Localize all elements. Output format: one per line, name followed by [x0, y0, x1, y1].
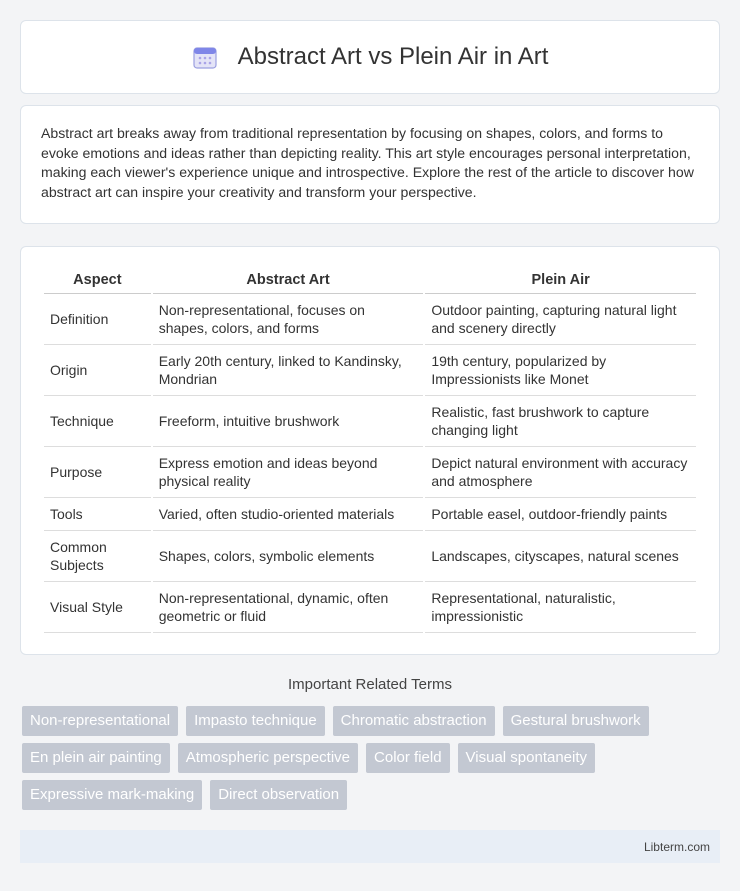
row-aspect: Purpose — [44, 447, 151, 498]
row-plein-air: Landscapes, cityscapes, natural scenes — [425, 531, 696, 582]
header-abstract-art: Abstract Art — [153, 267, 424, 294]
row-abstract: Shapes, colors, symbolic elements — [153, 531, 424, 582]
row-plein-air: Depict natural environment with accuracy and atmosphere — [425, 447, 696, 498]
related-term-chip[interactable]: Expressive mark-making — [22, 780, 202, 810]
related-terms-list — [22, 706, 720, 817]
table-header-row — [44, 267, 696, 294]
row-aspect: Definition — [44, 294, 151, 345]
table-row — [44, 531, 696, 582]
intro-text: Abstract art breaks away from traditional representation by focusing on shapes, colors, and forms to evoke emotions and ideas rather than depicting reality. This art style encourages personal interpretation, making each viewer's experience unique and introspective. Explore the rest of the article to discover how abstract art can inspire your creativity and transform your perspective. — [41, 125, 694, 200]
row-abstract: Express emotion and ideas beyond physical reality — [153, 447, 424, 498]
comparison-card — [20, 246, 720, 655]
header-card — [20, 20, 720, 94]
related-term-chip[interactable]: Gestural brushwork — [503, 706, 649, 736]
row-plein-air: Outdoor painting, capturing natural light and scenery directly — [425, 294, 696, 345]
related-term-chip[interactable]: Atmospheric perspective — [178, 743, 358, 773]
row-abstract: Non-representational, focuses on shapes, colors, and forms — [153, 294, 424, 345]
row-aspect: Tools — [44, 498, 151, 531]
table-row — [44, 345, 696, 396]
calendar-icon — [192, 44, 218, 70]
table-row — [44, 447, 696, 498]
row-plein-air: 19th century, popularized by Impressionists like Monet — [425, 345, 696, 396]
comparison-table — [42, 267, 698, 633]
row-plein-air: Portable easel, outdoor-friendly paints — [425, 498, 696, 531]
row-aspect: Common Subjects — [44, 531, 151, 582]
table-row — [44, 582, 696, 633]
related-term-chip[interactable]: En plein air painting — [22, 743, 170, 773]
related-term-chip[interactable]: Color field — [366, 743, 450, 773]
related-term-chip[interactable]: Chromatic abstraction — [333, 706, 495, 736]
table-row — [44, 498, 696, 531]
footer-link[interactable]: Libterm.com — [643, 839, 710, 854]
intro-card — [20, 105, 720, 224]
header-aspect: Aspect — [44, 267, 151, 294]
page-title: Abstract Art vs Plein Air in Art — [237, 43, 549, 70]
row-abstract: Early 20th century, linked to Kandinsky, Mondrian — [153, 345, 424, 396]
footer — [20, 830, 720, 863]
row-abstract: Varied, often studio-oriented materials — [153, 498, 424, 531]
related-term-chip[interactable]: Impasto technique — [186, 706, 325, 736]
row-aspect: Origin — [44, 345, 151, 396]
row-aspect: Visual Style — [44, 582, 151, 633]
related-term-chip[interactable]: Direct observation — [210, 780, 347, 810]
row-plein-air: Realistic, fast brushwork to capture changing light — [425, 396, 696, 447]
related-terms-title: Important Related Terms — [288, 676, 452, 693]
related-term-chip[interactable]: Non-representational — [22, 706, 178, 736]
table-row — [44, 396, 696, 447]
row-abstract: Non-representational, dynamic, often geometric or fluid — [153, 582, 424, 633]
related-term-chip[interactable]: Visual spontaneity — [458, 743, 595, 773]
header-plein-air: Plein Air — [425, 267, 696, 294]
table-row — [44, 294, 696, 345]
row-aspect: Technique — [44, 396, 151, 447]
row-plein-air: Representational, naturalistic, impressionistic — [425, 582, 696, 633]
row-abstract: Freeform, intuitive brushwork — [153, 396, 424, 447]
